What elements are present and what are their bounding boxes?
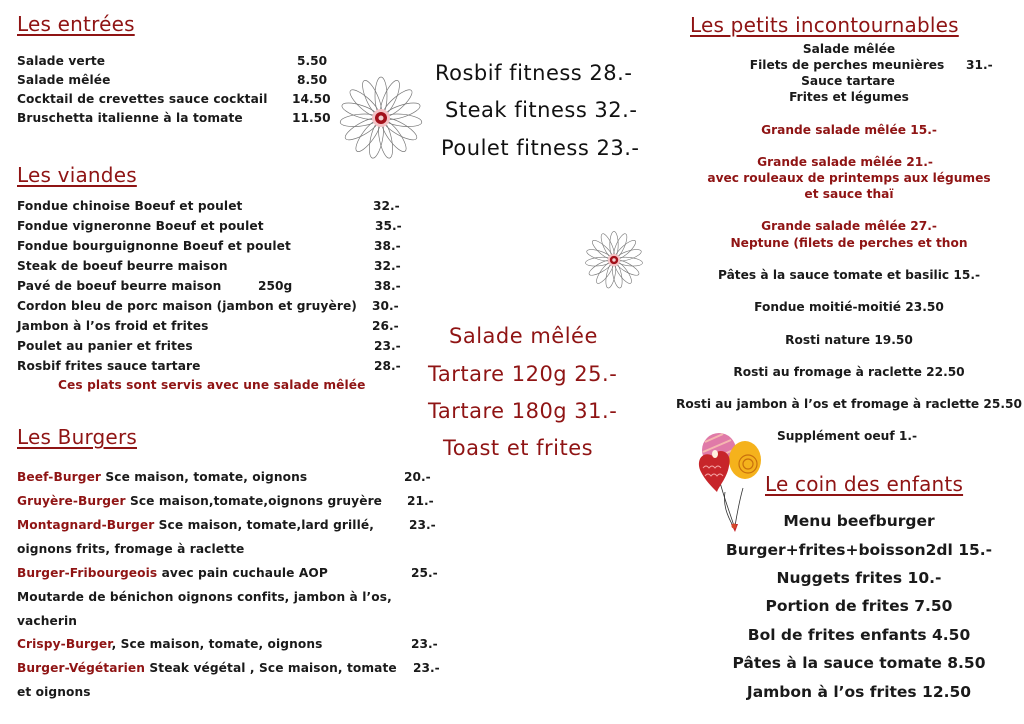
burger-desc-cont: oignons frits, fromage à raclette — [17, 542, 245, 556]
tartare-item: Toast et frites — [443, 436, 594, 460]
kids-item: Jambon à l’os frites 12.50 — [746, 683, 972, 701]
viande-price: 35.- — [375, 219, 402, 233]
burger-name: Burger-Fribourgeois — [17, 566, 158, 580]
kids-item: Nuggets frites 10.- — [776, 569, 942, 587]
kids-item: Burger+frites+boisson2dl 15.- — [725, 541, 993, 559]
burger-desc: avec pain cuchaule AOP — [157, 566, 328, 580]
burger-desc: Steak végétal , Sce maison, tomate — [145, 661, 397, 675]
section-title-viandes: Les viandes — [17, 163, 137, 187]
burger-price: 20.- — [404, 470, 431, 484]
viande-name: Fondue bourguignonne Boeuf et poulet — [17, 239, 291, 253]
kids-item: Menu beefburger — [783, 512, 935, 530]
viande-name: Fondue chinoise Boeuf et poulet — [17, 199, 243, 213]
burger-line — [17, 494, 382, 508]
burger-desc: , Sce maison, tomate, oignons — [111, 637, 323, 651]
tartare-item: Tartare 120g 25.- — [428, 362, 618, 386]
kids-item: Portion de frites 7.50 — [765, 597, 953, 615]
salad-line: Neptune (filets de perches et thon — [730, 236, 968, 250]
burger-desc-cont: et oignons — [17, 685, 91, 699]
tartare-item: Tartare 180g 31.- — [428, 399, 618, 423]
viande-weight: 250g — [258, 279, 293, 293]
viande-name: Cordon bleu de porc maison (jambon et gruyère) — [17, 299, 357, 313]
viande-price: 38.- — [374, 279, 401, 293]
salad-line: Grande salade mêlée 27.- — [761, 219, 937, 233]
burger-line — [17, 470, 307, 484]
tartare-item: Salade mêlée — [449, 324, 598, 348]
section-title-incontournables: Les petits incontournables — [690, 13, 959, 37]
viande-price: 26.- — [372, 319, 399, 333]
section-title-burgers: Les Burgers — [17, 425, 137, 449]
salad-line: Grande salade mêlée 15.- — [761, 123, 937, 137]
burger-name: Gruyère-Burger — [17, 494, 126, 508]
entree-name: Cocktail de crevettes sauce cocktail — [17, 92, 268, 106]
viande-name: Steak de boeuf beurre maison — [17, 259, 228, 273]
entree-price: 5.50 — [297, 54, 328, 68]
salad-line: Grande salade mêlée 21.- — [757, 155, 933, 169]
viande-name: Fondue vigneronne Boeuf et poulet — [17, 219, 264, 233]
burger-name: Burger-Végétarien — [17, 661, 146, 675]
burger-price: 21.- — [407, 494, 434, 508]
kids-item: Bol de frites enfants 4.50 — [747, 626, 971, 644]
section-title-entrees: Les entrées — [17, 12, 135, 36]
viande-price: 30.- — [372, 299, 399, 313]
entree-name: Bruschetta italienne à la tomate — [17, 111, 243, 125]
burger-price: 23.- — [413, 661, 440, 675]
burger-line — [17, 518, 374, 532]
perches-line: Frites et légumes — [789, 90, 909, 104]
burger-line — [17, 566, 328, 580]
viandes-note: Ces plats sont servis avec une salade mêlée — [58, 378, 366, 392]
burger-price: 25.- — [411, 566, 438, 580]
viande-price: 38.- — [374, 239, 401, 253]
section-title-enfants: Le coin des enfants — [765, 472, 964, 496]
burger-desc-cont: Moutarde de bénichon oignons confits, jambon à l’os, — [17, 590, 392, 604]
burger-line — [17, 637, 323, 651]
burger-desc-cont: vacherin — [17, 614, 77, 628]
incontournable-item: Rosti au fromage à raclette 22.50 — [733, 365, 965, 379]
burger-name: Montagnard-Burger — [17, 518, 155, 532]
balloons-icon — [693, 430, 765, 534]
burger-name: Beef-Burger — [17, 470, 102, 484]
viande-name: Rosbif frites sauce tartare — [17, 359, 201, 373]
entree-price: 11.50 — [292, 111, 331, 125]
viande-price: 32.- — [373, 199, 400, 213]
incontournable-item: Rosti au jambon à l’os et fromage à raclette 25.50 — [676, 397, 1022, 411]
perches-line: Salade mêlée — [802, 42, 896, 56]
perches-line: Sauce tartare — [801, 74, 895, 88]
burger-desc: Sce maison, tomate, oignons — [101, 470, 308, 484]
perches-price: 31.- — [966, 58, 993, 72]
incontournable-item: Pâtes à la sauce tomate et basilic 15.- — [717, 268, 981, 282]
burger-desc: Sce maison, tomate,lard grillé, — [154, 518, 374, 532]
entree-price: 14.50 — [292, 92, 331, 106]
burger-price: 23.- — [411, 637, 438, 651]
viande-price: 23.- — [374, 339, 401, 353]
fitness-item: Rosbif fitness 28.- — [435, 61, 633, 85]
burger-name: Crispy-Burger — [17, 637, 112, 651]
viande-price: 28.- — [374, 359, 401, 373]
salad-line: avec rouleaux de printemps aux légumes — [707, 171, 991, 185]
daisy-flower-icon — [584, 230, 644, 290]
viande-name: Pavé de boeuf beurre maison — [17, 279, 222, 293]
kids-item: Pâtes à la sauce tomate 8.50 — [732, 654, 986, 672]
incontournable-item: Fondue moitié-moitié 23.50 — [754, 300, 944, 314]
burger-price: 23.- — [409, 518, 436, 532]
fitness-item: Poulet fitness 23.- — [441, 136, 640, 160]
entree-name: Salade verte — [17, 54, 106, 68]
perches-line: Filets de perches meunières — [749, 58, 945, 72]
viande-price: 32.- — [374, 259, 401, 273]
daisy-flower-icon — [338, 75, 424, 161]
entree-name: Salade mêlée — [17, 73, 111, 87]
burger-desc: Sce maison,tomate,oignons gruyère — [125, 494, 383, 508]
incontournable-item: Rosti nature 19.50 — [785, 333, 913, 347]
fitness-item: Steak fitness 32.- — [445, 98, 638, 122]
salad-line: et sauce thaï — [804, 187, 894, 201]
entree-price: 8.50 — [297, 73, 328, 87]
incontournable-item: Supplément oeuf 1.- — [776, 429, 918, 443]
burger-line — [17, 661, 397, 675]
viande-name: Jambon à l’os froid et frites — [17, 319, 209, 333]
viande-name: Poulet au panier et frites — [17, 339, 193, 353]
